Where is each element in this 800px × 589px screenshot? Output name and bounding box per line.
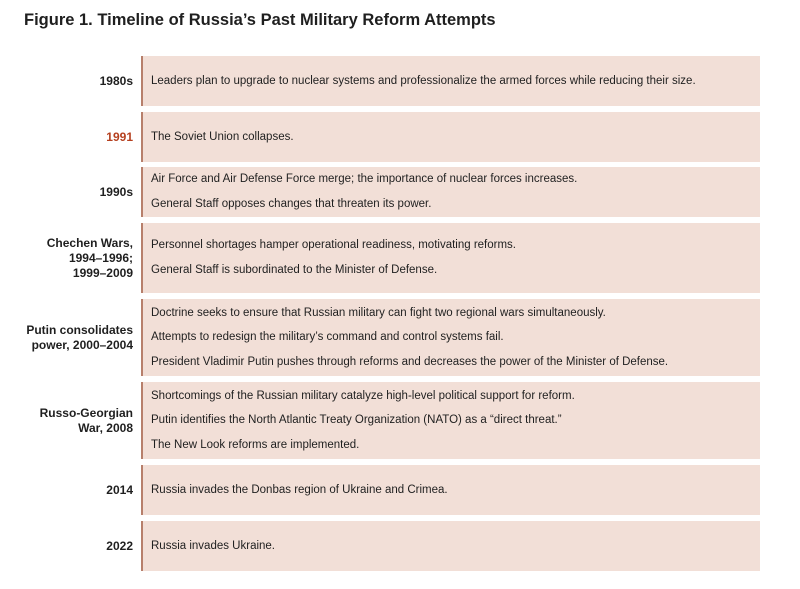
timeline-row — [0, 223, 800, 293]
row-label — [0, 382, 133, 459]
event-text: President Vladimir Putin pushes through reforms and decreases the power of the Minister of Defense. — [151, 355, 669, 368]
event-text: Air Force and Air Defense Force merge; the importance of nuclear forces increases. — [151, 173, 578, 186]
row-label: 2014 — [106, 482, 133, 497]
row-events — [141, 299, 760, 376]
figure-title: Figure 1. Timeline of Russia’s Past Military Reform Attempts — [24, 11, 496, 29]
row-label: 1990s — [99, 184, 133, 199]
row-events — [141, 56, 760, 106]
event-text: The New Look reforms are implemented. — [151, 438, 360, 451]
timeline-row — [0, 56, 800, 106]
label-line: Putin consolidates power, 2000–2004 — [26, 322, 133, 352]
event-text: Doctrine seeks to ensure that Russian military can fight two regional wars simultaneously. — [151, 306, 606, 319]
timeline-row — [0, 167, 800, 217]
row-label: 1980s — [99, 73, 133, 88]
timeline-row — [0, 299, 800, 376]
timeline-row — [0, 521, 800, 571]
row-label — [0, 223, 133, 293]
row-events — [141, 167, 760, 217]
timeline-row — [0, 112, 800, 162]
event-text: Russia invades the Donbas region of Ukraine and Crimea. — [151, 483, 448, 496]
event-text: Leaders plan to upgrade to nuclear systems and professionalize the armed forces while reducing their size. — [151, 74, 696, 87]
row-label — [0, 299, 133, 376]
row-events — [141, 112, 760, 162]
timeline-row — [0, 382, 800, 459]
row-events — [141, 382, 760, 459]
label-line: Russo-Georgian War, 2008 — [39, 405, 133, 435]
row-events — [141, 521, 760, 571]
row-events — [141, 223, 760, 293]
row-label: 1991 — [106, 129, 133, 144]
row-events — [141, 465, 760, 515]
event-text: Putin identifies the North Atlantic Treaty Organization (NATO) as a “direct threat.” — [151, 414, 562, 426]
event-text: Russia invades Ukraine. — [151, 539, 276, 552]
row-label: 2022 — [106, 538, 133, 553]
timeline-row — [0, 465, 800, 515]
event-text: The Soviet Union collapses. — [151, 130, 294, 143]
label-line: Chechen Wars, 1994–1996; 1999–2009 — [46, 235, 133, 280]
event-text: Shortcomings of the Russian military catalyze high-level political support for reform. — [151, 389, 575, 402]
event-text: General Staff is subordinated to the Minister of Defense. — [151, 263, 438, 276]
event-text: General Staff opposes changes that threaten its power. — [151, 197, 432, 210]
event-text: Attempts to redesign the military’s command and control systems fail. — [151, 331, 504, 343]
event-text: Personnel shortages hamper operational readiness, motivating reforms. — [151, 239, 516, 252]
